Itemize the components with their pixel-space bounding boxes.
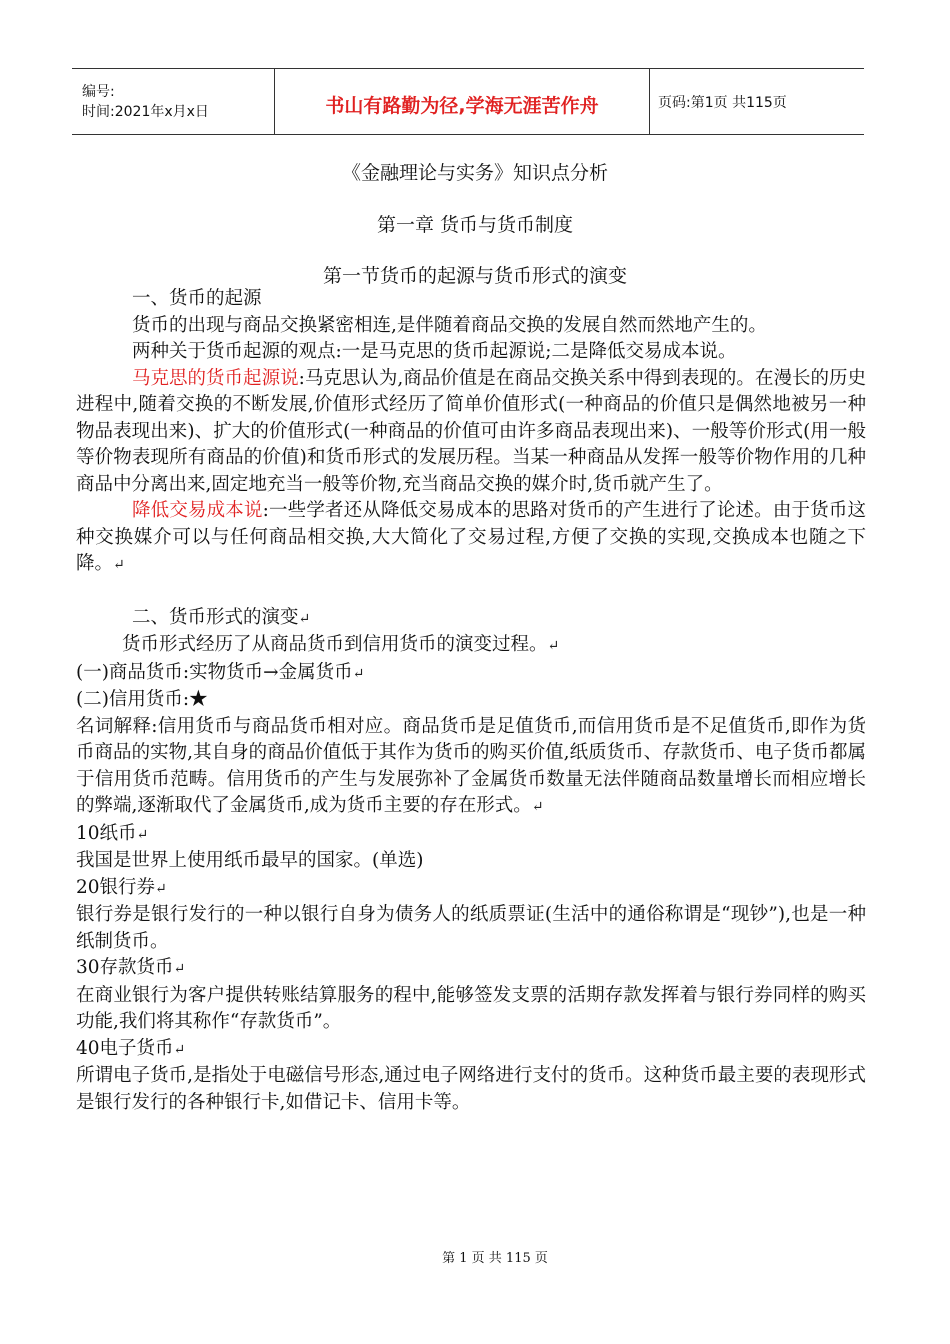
paragraph-origin: 货币的出现与商品交换紧密相连,是伴随着商品交换的发展自然而然地产生的。: [132, 314, 767, 336]
page-footer: 第 1 页 共 115 页: [442, 1251, 548, 1266]
paragraph-evolution-text: 货币形式经历了从商品货币到信用货币的演变过程。: [122, 634, 548, 655]
paragraph-mark: ↵: [136, 826, 148, 843]
item-deposit-money: [76, 955, 866, 983]
paragraph-mark: ↵: [531, 799, 543, 815]
header-page-cell: [650, 69, 864, 134]
spacer: [76, 579, 866, 605]
item-paper-money: [76, 821, 866, 849]
heading-evolution-text: 二、货币形式的演变: [132, 606, 299, 628]
item-banknote-text: 银行券是银行发行的一种以银行自身为债务人的纸质票证(生活中的通俗称谓是“现钞”),也是一种纸制货币。: [76, 904, 866, 952]
subheading-credit-money: (二)信用货币:★: [76, 689, 208, 710]
paragraph-mark: ↵: [352, 665, 364, 682]
item-electronic-money-text: 所谓电子货币,是指处于电磁信号形态,通过电子网络进行支付的货币。这种货币最主要的表现形式是银行发行的各种银行卡,如借记卡、信用卡等。: [76, 1065, 866, 1113]
item-deposit-money-title: 30存款货币: [76, 957, 174, 978]
item-electronic-money-title: 40电子货币: [76, 1037, 174, 1059]
subheading-commodity-money: [76, 660, 866, 688]
page-header: [72, 68, 864, 135]
marx-theory-text: :马克思认为,商品价值是在商品交换关系中得到表现的。在漫长的历史进程中,随着交换的不断发展,价值形式经历了简单价值形式(一种商品的价值只是偶然地被另一种物品表现出来)、扩大的价值形式(一种商品的价值可由许多商品表现出来)、一般等价形式(用一般等价物表现所有商品的价值)和货币形式的发展历程。当某一种商品从发挥一般等价物作用的几种商品中分离出来,固定地充当一般等价物,充当商品交换的媒介时,货币就产生了。: [76, 367, 866, 495]
subheading-commodity-money-text: (一)商品货币:实物货币→金属货币: [76, 661, 353, 683]
paragraph-definition: [76, 714, 866, 821]
heading-evolution: [76, 605, 866, 633]
number-label: 编号:: [82, 83, 115, 100]
header-motto-cell: [275, 69, 650, 134]
item-banknote-title: 20银行券: [76, 876, 156, 898]
paragraph-mark: ↵: [298, 610, 310, 627]
paragraph-mark: ↵: [173, 961, 185, 977]
cost-theory-text: :一些学者还从降低交易成本的思路对货币的产生进行了论述。由于货币这种交换媒介可以与任何商品相交换,大大简化了交易过程,方便了交换的实现,交换成本也随之下降。: [76, 500, 866, 574]
item-paper-money-title: 10纸币: [76, 822, 137, 844]
paragraph-mark: ↵: [173, 1041, 185, 1058]
item-banknote: [76, 875, 866, 903]
document-body: [76, 286, 866, 1116]
page-info: 页码:第1页 共115页: [658, 94, 787, 111]
motto: 书山有路勤为径,学海无涯苦作舟: [325, 95, 599, 117]
marx-theory-label: 马克思的货币起源说: [132, 367, 299, 389]
document-title: 《金融理论与实务》知识点分析: [341, 162, 608, 184]
paragraph-mark: ↵: [113, 557, 124, 573]
paragraph-definition-text: 名词解释:信用货币与商品货币相对应。商品货币是足值货币,而信用货币是不足值货币,即作为货币商品的实物,其自身的商品价值低于其作为货币的购买价值,纸质货币、存款货币、电子货币都属于信用货币范畴。信用货币的产生与发展弥补了金属货币数量无法伴随商品数量增长而相应增长的弊端,逐渐取代了金属货币,成为货币主要的存在形式。: [76, 715, 866, 816]
header-meta: [72, 69, 275, 134]
paragraph-mark: ↵: [155, 880, 166, 897]
item-paper-money-text: 我国是世界上使用纸币最早的国家。(单选): [76, 850, 424, 871]
section-title: 第一节货币的起源与货币形式的演变: [322, 265, 627, 287]
paragraph-cost-theory: [76, 498, 866, 579]
paragraph-mark: ↵: [547, 638, 559, 654]
item-electronic-money: [76, 1036, 866, 1064]
cost-theory-label: 降低交易成本说: [132, 500, 263, 521]
chapter-title: 第一章 货币与货币制度: [376, 214, 574, 236]
paragraph-two-views: 两种关于货币起源的观点:一是马克思的货币起源说;二是降低交易成本说。: [132, 341, 737, 362]
paragraph-marx-theory: [76, 366, 866, 499]
item-deposit-money-text: 在商业银行为客户提供转账结算服务的程中,能够签发支票的活期存款发挥着与银行券同样的购买功能,我们将其称作“存款货币”。: [76, 984, 866, 1032]
date-label: 时间:2021年x月x日: [82, 103, 209, 120]
heading-origin: 一、货币的起源: [132, 288, 262, 309]
paragraph-evolution: [76, 632, 866, 660]
